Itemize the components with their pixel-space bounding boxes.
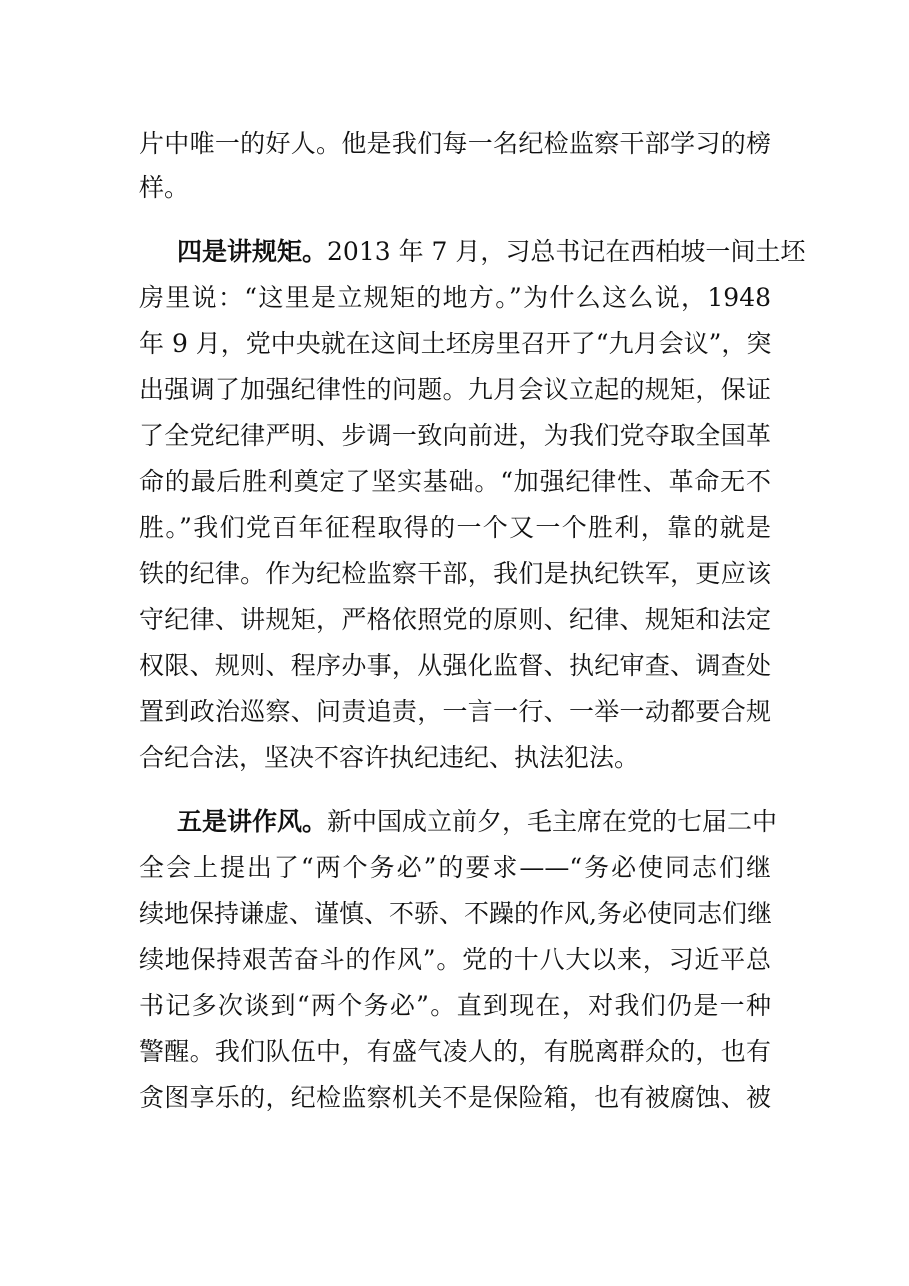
paragraph-2-line-5: 了全党纪律严明、步调一致向前进，为我们党夺取全国革 (139, 421, 771, 450)
paragraph-2-line-9: 守纪律、讲规矩，严格依照党的原则、纪律、规矩和法定 (139, 605, 771, 634)
paragraph-2-line-12: 合纪合法，坚决不容许执纪违纪、执法犯法。 (139, 743, 640, 772)
paragraph-1-line-1: 片中唯一的好人。他是我们每一名纪检监察干部学习的榜 (139, 129, 771, 158)
paragraph-3-line-2: 全会上提出了“两个务必”的要求——“务必使同志们继 (139, 853, 771, 882)
paragraph-3-line-5: 书记多次谈到“两个务必”。直到现在，对我们仍是一种 (139, 991, 771, 1020)
paragraph-2-line-10: 权限、规则、程序办事，从强化监督、执纪审查、调查处 (139, 651, 771, 680)
paragraph-2-lead: 四是讲规矩。 (177, 237, 328, 266)
paragraph-3-lead: 五是讲作风。 (177, 807, 328, 836)
paragraph-3-line-1 (177, 800, 778, 844)
paragraph-2-line-3: 年 9 月，党中央就在这间土坯房里召开了“九月会议”，突 (139, 329, 772, 358)
paragraph-1-line-2: 样。 (139, 173, 190, 202)
paragraph-3-line-1-text: 新中国成立前夕，毛主席在党的七届二中 (327, 807, 778, 836)
paragraph-2-line-7: 胜。”我们党百年征程取得的一个又一个胜利，靠的就是 (139, 513, 771, 542)
paragraph-2-line-1-text: 2013 年 7 月，习总书记在西柏坡一间土坯 (327, 237, 806, 266)
paragraph-2-line-8: 铁的纪律。作为纪检监察干部，我们是执纪铁军，更应该 (139, 559, 771, 588)
paragraph-3-line-3: 续地保持谦虚、谨慎、不骄、不躁的作风,务必使同志们继 (139, 899, 772, 928)
paragraph-2-line-1 (177, 230, 806, 274)
paragraph-2-line-4: 出强调了加强纪律性的问题。九月会议立起的规矩，保证 (139, 375, 771, 404)
paragraph-2-line-11: 置到政治巡察、问责追责，一言一行、一举一动都要合规 (139, 697, 771, 726)
paragraph-3-line-4: 续地保持艰苦奋斗的作风”。党的十八大以来，习近平总 (139, 945, 771, 974)
paragraph-2-line-2: 房里说：“这里是立规矩的地方。”为什么这么说，1948 (139, 283, 771, 312)
paragraph-3-line-7: 贪图享乐的，纪检监察机关不是保险箱，也有被腐蚀、被 (139, 1083, 771, 1112)
paragraph-3-line-6: 警醒。我们队伍中，有盛气凌人的，有脱离群众的，也有 (139, 1037, 771, 1066)
paragraph-2-line-6: 命的最后胜利奠定了坚实基础。“加强纪律性、革命无不 (139, 467, 771, 496)
